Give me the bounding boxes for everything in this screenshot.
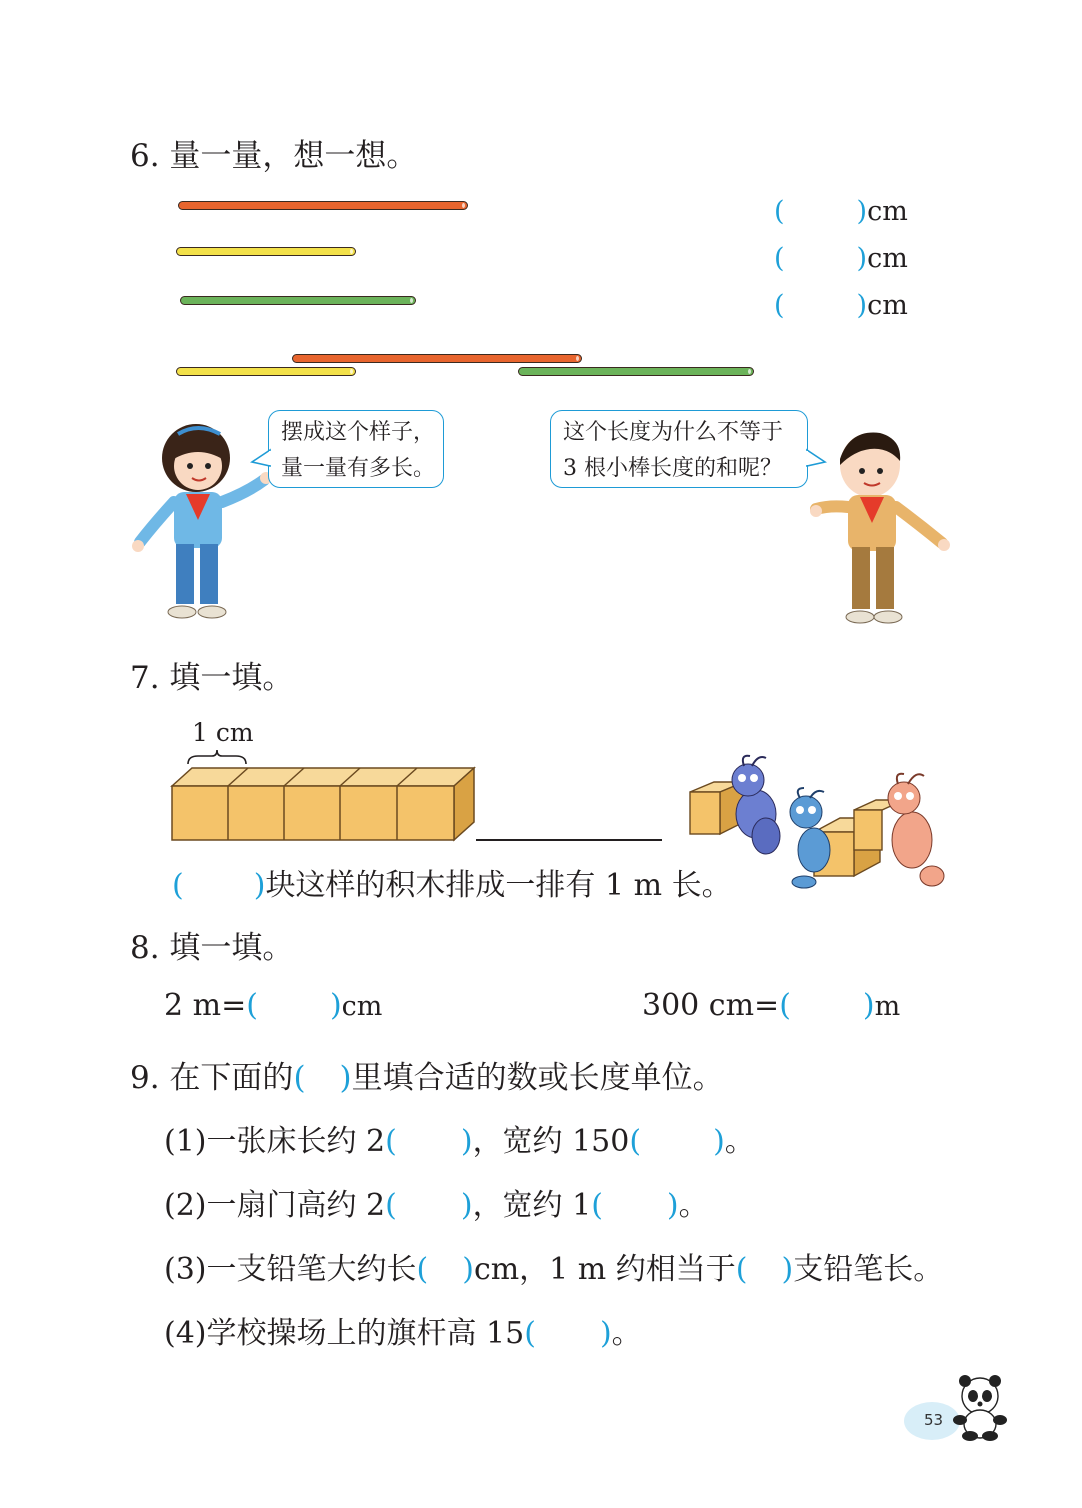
- q9-title-text: 9. 在下面的: [130, 1060, 294, 1096]
- open-paren: (: [385, 1124, 397, 1159]
- close-paren: ): [329, 988, 342, 1023]
- unit-label: cm: [341, 991, 383, 1022]
- q7-title: 7. 填一填。: [130, 660, 294, 696]
- q7-sentence[interactable]: [172, 860, 732, 904]
- q9-item-text: cm，1 m 约相当于: [473, 1252, 736, 1287]
- close-paren: ): [781, 1252, 794, 1287]
- close-paren: ): [862, 988, 875, 1023]
- close-paren: ): [856, 196, 868, 227]
- q8-right-prefix: 300 cm=: [642, 988, 780, 1023]
- q6-arranged-orange: [292, 354, 582, 363]
- boy-illustration: [810, 425, 960, 630]
- open-paren: (: [774, 196, 785, 227]
- q9-item-text: (4)学校操场上的旗杆高 15: [164, 1316, 525, 1351]
- boy-speech-bubble: [550, 410, 808, 488]
- q9-item-text: (1)一张床长约 2: [164, 1124, 386, 1159]
- q6-stick-yellow: [176, 247, 356, 256]
- q9-item-text: ，宽约 1: [472, 1188, 592, 1223]
- q9-item-text: (2)一扇门高约 2: [164, 1188, 386, 1223]
- panda-icon: [948, 1372, 1012, 1442]
- speech-line: 量一量有多长。: [281, 456, 436, 481]
- q9-item-text: (3)一支铅笔大约长: [164, 1252, 417, 1287]
- q8-title: 8. 填一填。: [130, 930, 294, 966]
- q9-item-3[interactable]: [164, 1244, 943, 1288]
- open-paren: (: [779, 988, 791, 1023]
- q6-stick-orange: [178, 201, 468, 210]
- unit-label: cm: [867, 243, 908, 274]
- q6-title: 6. 量一量，想一想。: [130, 138, 418, 174]
- open-paren: (: [416, 1252, 429, 1287]
- close-paren: ): [460, 1124, 473, 1159]
- q7-sentence-text: 块这样的积木排成一排有 1 m 长。: [265, 868, 732, 903]
- open-paren: (: [246, 988, 258, 1023]
- q6-blank-orange[interactable]: [774, 196, 908, 227]
- close-paren: ): [856, 290, 868, 321]
- close-paren: ): [713, 1124, 725, 1159]
- q9-item-text: 。: [724, 1124, 755, 1159]
- close-paren: ): [856, 243, 868, 274]
- ruler-label: 1 cm: [192, 718, 254, 747]
- speech-line: 3 根小棒长度的和呢？: [563, 456, 782, 481]
- q6-stick-green: [180, 296, 416, 305]
- q6-blank-yellow[interactable]: [774, 243, 908, 274]
- speech-line: 摆成这个样子，: [281, 420, 436, 445]
- q9-item-text: 。: [611, 1316, 642, 1351]
- q9-item-2[interactable]: [164, 1180, 709, 1224]
- open-paren: (: [591, 1188, 603, 1223]
- speech-line: 这个长度为什么不等于: [563, 420, 784, 445]
- open-paren: (: [774, 290, 785, 321]
- open-paren: (: [774, 243, 785, 274]
- q8-left-blank[interactable]: [164, 988, 382, 1023]
- q9-item-1[interactable]: [164, 1116, 755, 1160]
- open-paren: (: [524, 1316, 536, 1351]
- q9-item-text: ，宽约 150: [472, 1124, 630, 1159]
- close-paren: ): [460, 1188, 473, 1223]
- close-paren: ): [666, 1188, 679, 1223]
- girl-speech-bubble: [268, 410, 444, 488]
- page-number: 53: [924, 1411, 944, 1429]
- unit-label: m: [874, 991, 901, 1022]
- q6-blank-green[interactable]: [774, 290, 908, 321]
- close-paren: ): [339, 1060, 352, 1096]
- q6-arranged-yellow: [176, 367, 356, 376]
- open-paren: (: [735, 1252, 748, 1287]
- open-paren: (: [172, 868, 184, 903]
- q9-item-text: 支铅笔长。: [793, 1252, 944, 1287]
- q9-title: [130, 1052, 724, 1097]
- q9-item-text: 。: [678, 1188, 709, 1223]
- q6-arranged-green: [518, 367, 754, 376]
- open-paren: (: [385, 1188, 397, 1223]
- close-paren: ): [462, 1252, 474, 1287]
- baseline: [476, 839, 662, 841]
- q9-title-text: 里填合适的数或长度单位。: [351, 1060, 724, 1096]
- bubble-tail: [250, 448, 272, 470]
- open-paren: (: [293, 1060, 306, 1096]
- cube-row: [168, 764, 478, 844]
- q9-item-4[interactable]: [164, 1308, 642, 1352]
- q8-right-blank[interactable]: [642, 988, 900, 1023]
- q8-left-prefix: 2 m=: [164, 988, 247, 1023]
- close-paren: ): [253, 868, 266, 903]
- unit-label: cm: [867, 196, 908, 227]
- unit-label: cm: [867, 290, 908, 321]
- close-paren: ): [599, 1316, 612, 1351]
- open-paren: (: [629, 1124, 642, 1159]
